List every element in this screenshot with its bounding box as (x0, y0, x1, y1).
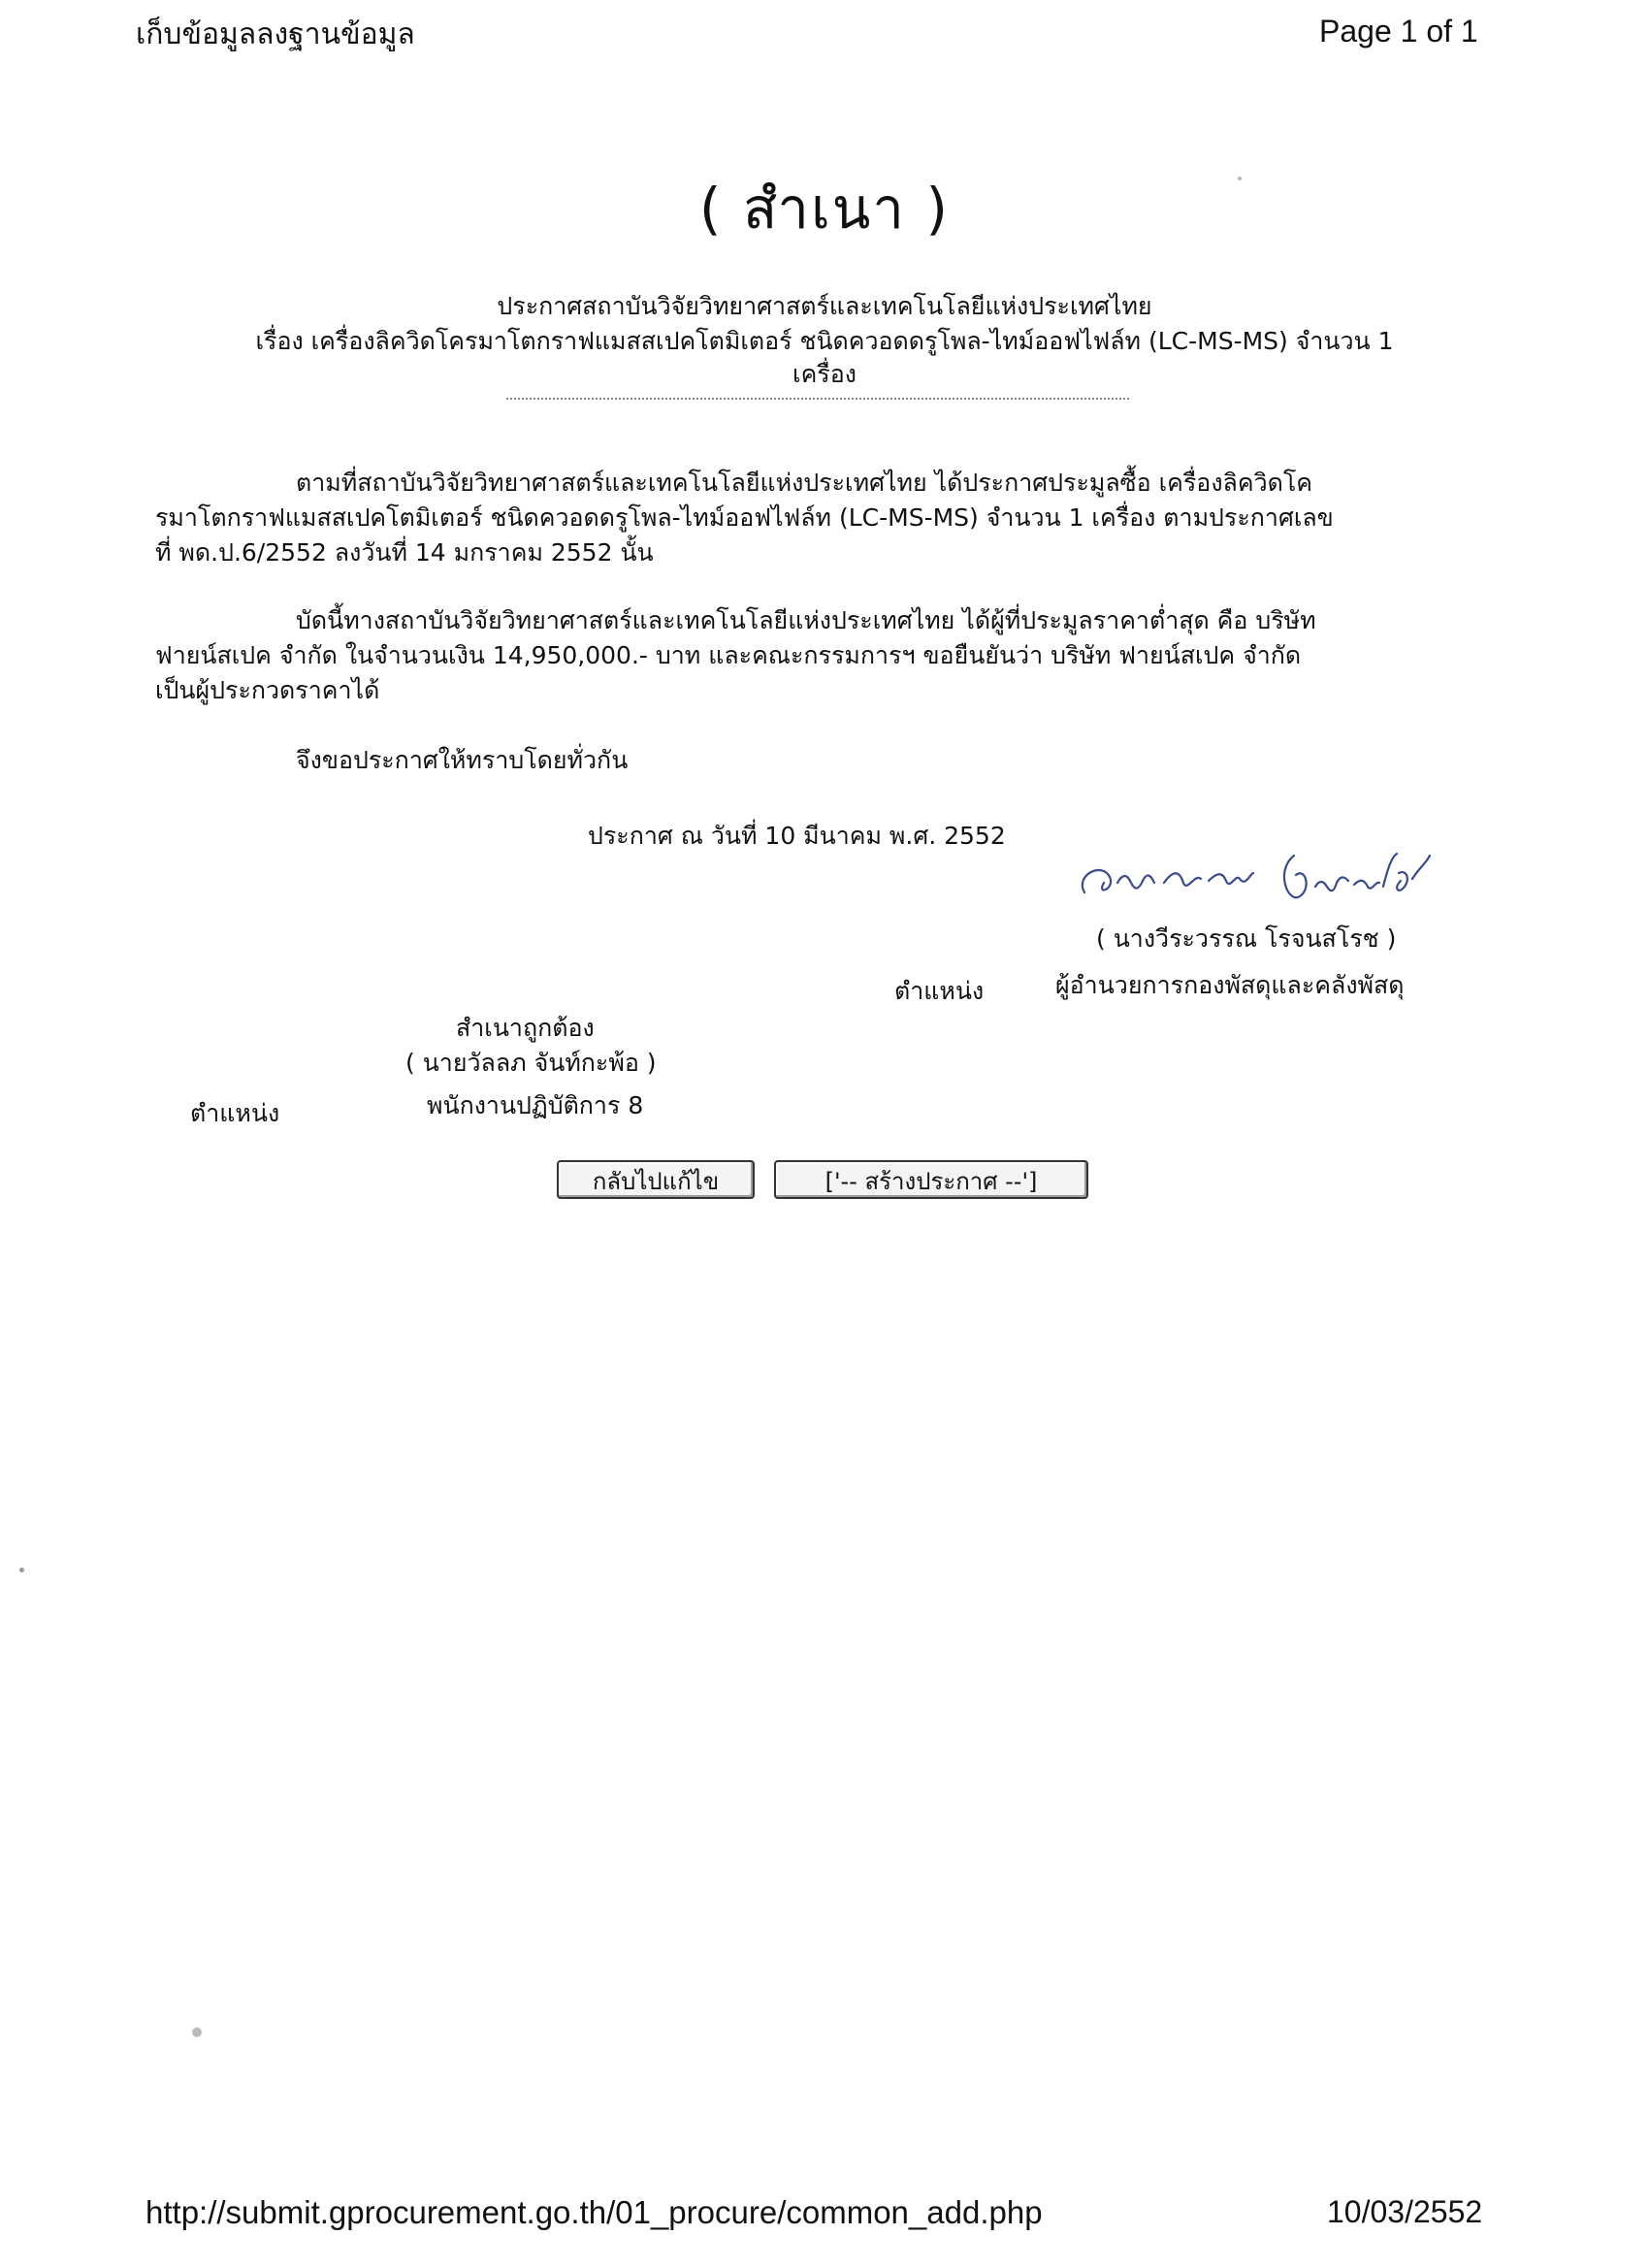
footer-url: http://submit.gprocurement.go.th/01_procure/common_add.php (146, 2194, 1043, 2230)
scan-speck (192, 2027, 202, 2037)
notice-subject-line: เรื่อง เครื่องลิควิดโครมาโตกราฟแมสสเปคโตมิเตอร์ ชนิดควอดดรูโพล-ไทม์ออฟไฟล์ท (LC-MS-MS) จำนวน 1 (255, 327, 1394, 355)
closing-line: จึงขอประกาศให้ทราบโดยทั่วกัน (296, 746, 629, 774)
announcement-date: ประกาศ ณ วันที่ 10 มีนาคม พ.ศ. 2552 (588, 822, 1006, 850)
paragraph-2-line: ฟายน์สเปค จำกัด ในจำนวนเงิน 14,950,000.- บาท และคณะกรรมการฯ ขอยืนยันว่า บริษัท ฟายน์สเปค จำกัด (155, 641, 1302, 669)
print-header-title: เก็บข้อมูลลงฐานข้อมูล (136, 17, 415, 51)
signatory-position: ผู้อำนวยการกองพัสดุและคลังพัสดุ (1055, 971, 1405, 999)
certifier-name: ( นายวัลลภ จันท์กะพ้อ ) (405, 1049, 657, 1077)
paragraph-2-line: เป็นผู้ประกวดราคาได้ (155, 676, 380, 704)
page-number: Page 1 of 1 (1319, 14, 1478, 49)
paragraph-1-line: ตามที่สถาบันวิจัยวิทยาศาสตร์และเทคโนโลยีแห่งประเทศไทย ได้ประกาศประมูลซื้อ เครื่องลิควิดโค (296, 469, 1312, 497)
scan-speck (19, 1568, 24, 1572)
copy-mark-title: ( สำเนา ) (698, 176, 951, 242)
back-to-edit-button[interactable]: กลับไปแก้ไข (557, 1160, 755, 1199)
scan-speck (1238, 177, 1242, 180)
handwritten-signature (1067, 832, 1474, 925)
footer-date: 10/03/2552 (1327, 2194, 1483, 2229)
heading-divider (506, 398, 1129, 400)
paragraph-1-line: ที่ พด.ป.6/2552 ลงวันที่ 14 มกราคม 2552 นั้น (155, 538, 654, 567)
create-announcement-button[interactable]: ['-- สร้างประกาศ --'] (774, 1160, 1088, 1199)
position-label: ตำแหน่ง (190, 1099, 280, 1127)
notice-heading: ประกาศสถาบันวิจัยวิทยาศาสตร์และเทคโนโลยีแห่งประเทศไทย (497, 292, 1152, 320)
certified-copy-label: สำเนาถูกต้อง (456, 1014, 595, 1042)
signatory-name: ( นางวีระวรรณ โรจนสโรช ) (1096, 924, 1397, 953)
paragraph-1-line: รมาโตกราฟแมสสเปคโตมิเตอร์ ชนิดควอดดรูโพล-ไทม์ออฟไฟล์ท (LC-MS-MS) จำนวน 1 เครื่อง ตามประกาศเลข (155, 503, 1334, 532)
certifier-position: พนักงานปฏิบัติการ 8 (427, 1091, 644, 1119)
notice-subject-line: เครื่อง (792, 360, 857, 388)
paragraph-2-line: บัดนี้ทางสถาบันวิจัยวิทยาศาสตร์และเทคโนโลยีแห่งประเทศไทย ได้ผู้ที่ประมูลราคาต่ำสุด คือ บริษัท (296, 606, 1316, 634)
position-label: ตำแหน่ง (894, 977, 985, 1005)
